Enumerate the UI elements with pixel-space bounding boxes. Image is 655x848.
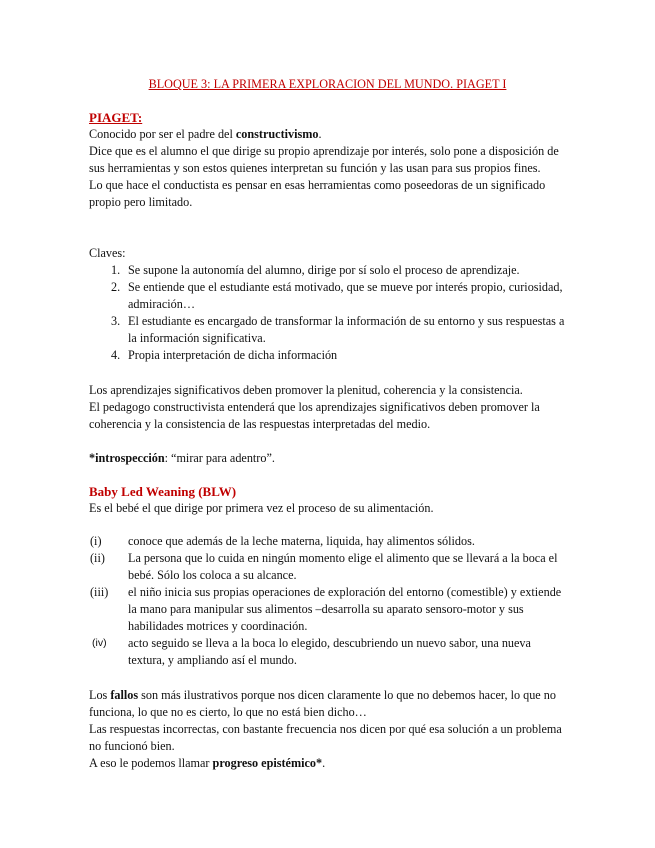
blw-heading: Baby Led Weaning (BLW) [89,484,237,499]
intro-text: Conocido por ser el padre del [89,127,236,141]
aprendizajes-section [89,382,569,433]
list-text: Se entiende que el estudiante está motivado, que se mueve por interés propio, curiosidad, admiración… [128,280,563,311]
piaget-paragraph-2: Lo que hace el conductista es pensar en esas herramientas como poseedoras de un significado propio pero limitado. [89,178,546,209]
introspeccion-term: *introspección [89,451,165,465]
piaget-intro-line [89,126,569,143]
introspeccion-section [89,450,569,467]
fallos-paragraph-1 [89,687,569,721]
fallos-section [89,687,569,772]
fallos-paragraph-3 [89,755,569,772]
list-item [89,533,569,550]
list-number: 2. [111,280,121,294]
aprendizajes-paragraph-1: Los aprendizajes significativos deben promover la plenitud, coherencia y la consistencia. [89,383,523,397]
list-number: 1. [111,263,121,277]
list-item [89,313,569,347]
list-item [89,550,569,584]
piaget-heading: PIAGET: [89,110,143,125]
list-number: (iii) [90,585,109,599]
introspeccion-line [89,450,569,467]
fallos-post: son más ilustrativos porque nos dicen claramente lo que no debemos hacer, lo que no funciona, lo que no es cierto, lo que no está bien dicho… [89,688,556,719]
progreso-post: . [322,756,326,770]
list-number: 3. [111,314,121,328]
blw-section [89,483,569,517]
list-item [89,584,569,635]
introspeccion-definition: : “mirar para adentro”. [164,451,275,465]
claves-section [89,245,569,364]
list-number: 4. [111,348,121,362]
fallos-pre: Los [89,688,111,702]
list-text: La persona que lo cuida en ningún momento elige el alimento que se llevará a la boca el bebé. Sólo los coloca a su alcance. [128,551,558,582]
blw-list [89,533,569,669]
list-text: conoce que además de la leche materna, liquida, hay alimentos sólidos. [128,534,475,548]
list-text: Se supone la autonomía del alumno, dirige por sí solo el proceso de aprendizaje. [128,263,520,277]
progreso-pre: A eso le podemos llamar [89,756,213,770]
list-item [89,635,569,669]
list-text: acto seguido se lleva a la boca lo elegido, descubriendo un nuevo sabor, una nueva textura, y ampliando así el mundo. [128,636,531,667]
piaget-section [89,109,569,211]
list-text: Propia interpretación de dicha información [128,348,338,362]
aprendizajes-paragraph-2: El pedagogo constructivista entenderá que los aprendizajes significativos deben promover la coherencia y la consistencia de las respuestas interpretadas del medio. [89,400,540,431]
piaget-paragraph-1: Dice que es el alumno el que dirige su propio aprendizaje por interés, solo pone a disposición de sus herramientas y son estos quienes interpretan su función y las usan para sus propios fines. [89,144,559,175]
list-number: (iv) [92,637,107,649]
blw-list-block [89,533,569,669]
list-item [89,347,569,364]
fallos-term: fallos [110,688,139,702]
list-text: el niño inicia sus propias operaciones de exploración del entorno (comestible) y extiende la mano para manipular sus alimentos –desarrolla su aparato sensoro-motor y sus habilidades motrices y coordinación. [128,585,562,633]
page-title: BLOQUE 3: LA PRIMERA EXPLORACION DEL MUNDO. PIAGET I [148,77,507,91]
claves-label: Claves: [89,246,126,260]
progreso-term: progreso epistémico* [212,756,323,770]
list-item [89,262,569,279]
list-item [89,279,569,313]
list-number: (i) [90,534,102,548]
fallos-paragraph-2: Las respuestas incorrectas, con bastante frecuencia nos dicen por qué esa solución a un problema no funcionó bien. [89,722,562,753]
blw-intro: Es el bebé el que dirige por primera vez el proceso de su alimentación. [89,501,434,515]
intro-end: . [318,127,322,141]
list-text: El estudiante es encargado de transformar la información de su entorno y sus respuestas a la información significativa. [128,314,565,345]
constructivismo-term: constructivismo [235,127,319,141]
claves-list [89,262,569,364]
list-number: (ii) [90,551,105,565]
